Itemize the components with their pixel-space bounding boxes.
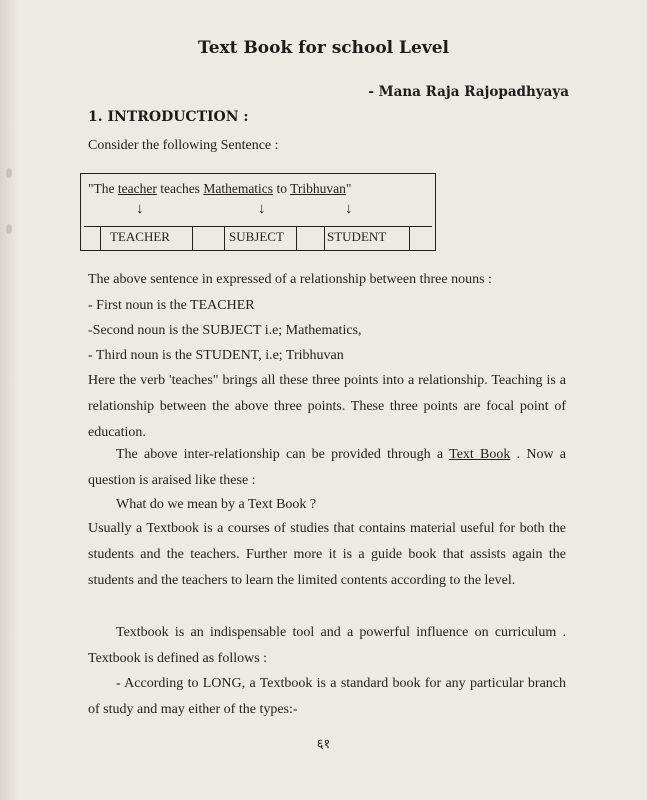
diagram-label-row	[84, 226, 432, 247]
down-arrow-icon: ↓	[345, 201, 353, 217]
list-item: - Third noun is the STUDENT, i.e; Tribhuvan	[88, 348, 344, 363]
paragraph: Here the verb 'teaches" brings all these three points into a relationship. Teaching is a relationship between the above three points. These three points are focal point of education.	[88, 373, 566, 440]
paragraph: Textbook is an indispensable tool and a powerful influence on curriculum . Textbook is defined as follows :	[88, 625, 566, 666]
paragraph: The above inter-relationship can be provided through a Text Book . Now a question is araised like these :	[88, 447, 567, 488]
page-edge	[0, 0, 18, 800]
author-line: - Mana Raja Rajopadhyaya	[368, 84, 569, 100]
down-arrow-icon: ↓	[258, 201, 266, 217]
cell-divider	[224, 227, 225, 250]
word-tribhuvan: Tribhuvan	[290, 181, 346, 196]
word-teacher: teacher	[117, 181, 157, 196]
page-title: Text Book for school Level	[198, 38, 449, 58]
cell-divider	[296, 227, 297, 250]
label-subject: SUBJECT	[229, 229, 284, 244]
paragraph-line: The above sentence in expressed of a relationship between three nouns :	[88, 272, 492, 287]
cell-divider	[324, 227, 325, 250]
word-mathematics: Mathematics	[203, 181, 274, 196]
binding-hole	[6, 224, 12, 234]
list-item: -Second noun is the SUBJECT i.e; Mathematics,	[88, 323, 362, 338]
page-number: ६१	[316, 736, 331, 751]
section-heading: 1. INTRODUCTION :	[88, 109, 249, 125]
question-line: What do we mean by a Text Book ?	[116, 497, 317, 512]
intro-line: Consider the following Sentence :	[88, 138, 279, 153]
diagram-sentence: "The teacher teaches Mathematics to Tribhuvan"	[88, 181, 352, 196]
paragraph: Usually a Textbook is a courses of studies that contains material useful for both the students and the teachers. Further more it is a guide book that assists again the students and the teachers to learn the limited contents according to the level.	[88, 521, 566, 588]
binding-hole	[6, 168, 12, 178]
cell-divider	[409, 227, 410, 250]
cell-divider	[100, 227, 101, 250]
down-arrow-icon: ↓	[136, 201, 144, 217]
label-student: STUDENT	[327, 229, 387, 244]
sentence-diagram	[80, 173, 436, 251]
paragraph: - According to LONG, a Textbook is a standard book for any particular branch of study and may either of the types:-	[88, 676, 566, 717]
text-book-link[interactable]: Text Book	[449, 447, 511, 462]
label-teacher: TEACHER	[110, 229, 170, 244]
cell-divider	[192, 227, 193, 250]
list-item: - First noun is the TEACHER	[88, 298, 255, 313]
